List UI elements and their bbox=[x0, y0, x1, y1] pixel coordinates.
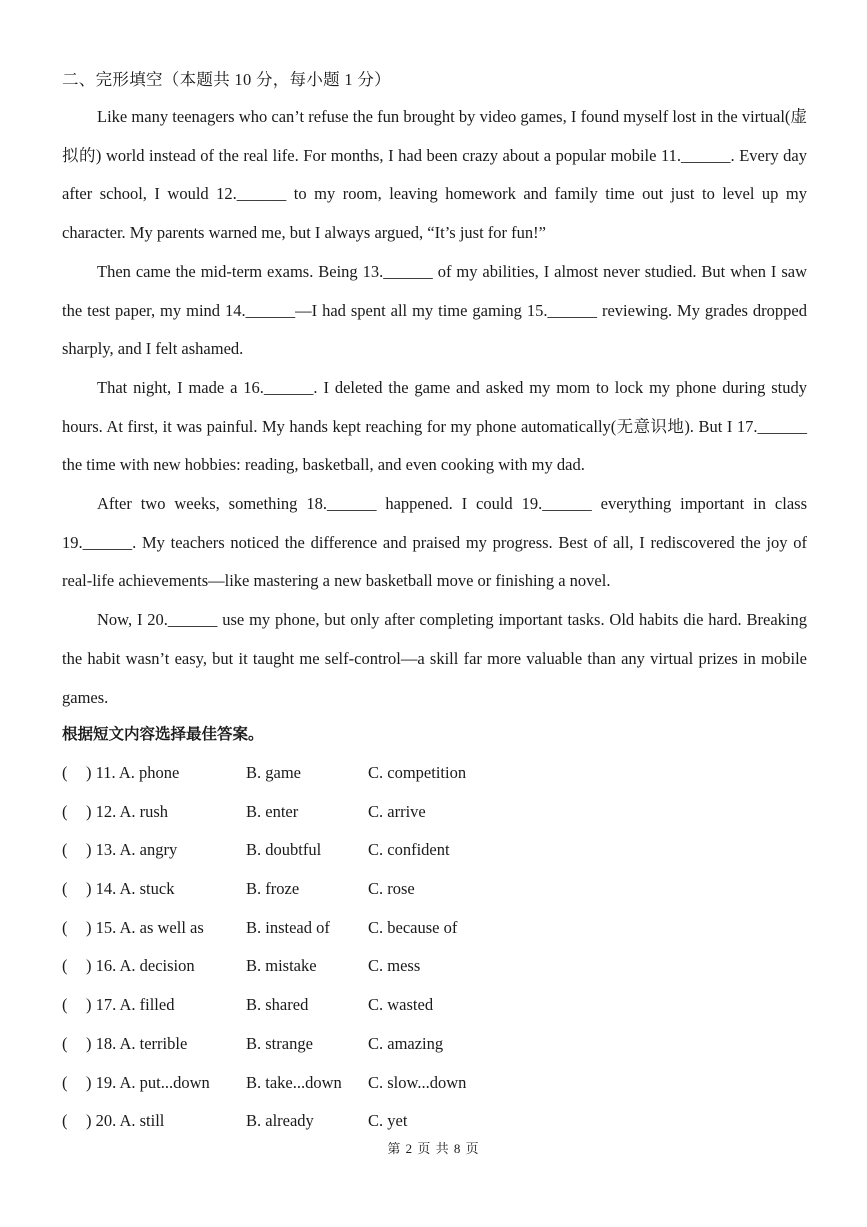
question-row-13 bbox=[62, 831, 662, 870]
option-a: ) 16. A. decision bbox=[86, 956, 195, 976]
answer-paren: ( bbox=[62, 917, 68, 937]
option-b: B. already bbox=[246, 1111, 314, 1131]
passage-paragraph-2: Then came the mid-term exams. Being 13.______ of my abilities, I almost never studied. But when I saw the test paper, my mind 14.______—I had spent all my time gaming 15.______ reviewing. My grades dropped sharply, and I felt ashamed. bbox=[62, 261, 807, 359]
option-c: C. wasted bbox=[368, 995, 434, 1015]
option-a: ) 15. A. as well as bbox=[86, 917, 204, 937]
answer-paren: ( bbox=[62, 840, 68, 860]
page-number-footer: 第 2 页 共 8 页 bbox=[387, 1141, 480, 1156]
answer-paren: ( bbox=[62, 801, 68, 821]
question-row-17 bbox=[62, 986, 662, 1025]
question-row-14 bbox=[62, 870, 662, 909]
answer-paren: ( bbox=[62, 763, 68, 782]
answer-paren: ( bbox=[62, 1033, 68, 1053]
option-c: C. arrive bbox=[368, 801, 426, 821]
option-c: C. competition bbox=[368, 763, 467, 782]
section-title: 二、完形填空（本题共 10 分，每小题 1 分） bbox=[62, 70, 391, 89]
answer-paren: ( bbox=[62, 1072, 68, 1092]
option-a: ) 20. A. still bbox=[86, 1111, 165, 1131]
option-b: B. doubtful bbox=[246, 840, 322, 860]
option-a: ) 12. A. rush bbox=[86, 801, 169, 821]
option-b: B. mistake bbox=[246, 956, 317, 976]
option-a: ) 11. A. phone bbox=[86, 763, 180, 782]
answer-paren: ( bbox=[62, 879, 68, 899]
passage-paragraph-4: After two weeks, something 18.______ happened. I could 19.______ everything important in class 19.______. My teachers noticed the difference and praised my progress. Best of all, I rediscovered the joy of real-life achievements—like mastering a new basketball move or finishing a novel. bbox=[62, 494, 807, 591]
option-c: C. amazing bbox=[368, 1033, 444, 1053]
question-row-11 bbox=[62, 754, 662, 793]
option-a: ) 18. A. terrible bbox=[86, 1033, 188, 1053]
answer-paren: ( bbox=[62, 956, 68, 976]
option-c: C. because of bbox=[368, 917, 458, 937]
option-b: B. strange bbox=[246, 1033, 313, 1053]
option-a: ) 19. A. put...down bbox=[86, 1072, 210, 1092]
option-b: B. enter bbox=[246, 801, 299, 821]
question-row-12 bbox=[62, 793, 662, 832]
option-a: ) 13. A. angry bbox=[86, 840, 178, 860]
option-c: C. rose bbox=[368, 879, 415, 899]
option-b: B. shared bbox=[246, 995, 309, 1015]
option-a: ) 17. A. filled bbox=[86, 995, 175, 1015]
option-b: B. game bbox=[246, 763, 301, 782]
answer-paren: ( bbox=[62, 1111, 68, 1131]
option-c: C. mess bbox=[368, 956, 421, 976]
option-c: C. slow...down bbox=[368, 1072, 467, 1092]
option-c: C. yet bbox=[368, 1111, 408, 1131]
question-row-16 bbox=[62, 947, 662, 986]
instruction-text: 根据短文内容选择最佳答案。 bbox=[62, 725, 264, 743]
question-list bbox=[62, 754, 662, 1141]
passage-paragraph-3: That night, I made a 16.______. I deleted the game and asked my mom to lock my phone during study hours. At first, it was painful. My hands kept reaching for my phone automatically(无意识地). But I 17.______ the time with new hobbies: reading, basketball, and even cooking with my dad. bbox=[62, 377, 807, 475]
question-row-15 bbox=[62, 909, 662, 948]
question-row-19 bbox=[62, 1064, 662, 1103]
passage-paragraph-1: Like many teenagers who can’t refuse the fun brought by video games, I found myself lost in the virtual(虚拟的) world instead of the real life. For months, I had been crazy about a popular mobile 11.______. Every day after school, I would 12.______ to my room, leaving homework and family time out just to level up my character. My parents warned me, but I always argued, “It’s just for fun!” bbox=[62, 107, 807, 243]
question-row-20 bbox=[62, 1102, 662, 1141]
answer-paren: ( bbox=[62, 995, 68, 1015]
question-row-18 bbox=[62, 1025, 662, 1064]
option-b: B. take...down bbox=[246, 1072, 342, 1092]
option-b: B. froze bbox=[246, 879, 300, 899]
cloze-passage bbox=[62, 98, 807, 717]
option-c: C. confident bbox=[368, 840, 450, 860]
passage-paragraph-5: Now, I 20.______ use my phone, but only after completing important tasks. Old habits die hard. Breaking the habit wasn’t easy, but it taught me self-control—a skill far more valuable than any virtual prizes in mobile games. bbox=[62, 610, 807, 707]
option-a: ) 14. A. stuck bbox=[86, 879, 175, 899]
option-b: B. instead of bbox=[246, 917, 330, 937]
